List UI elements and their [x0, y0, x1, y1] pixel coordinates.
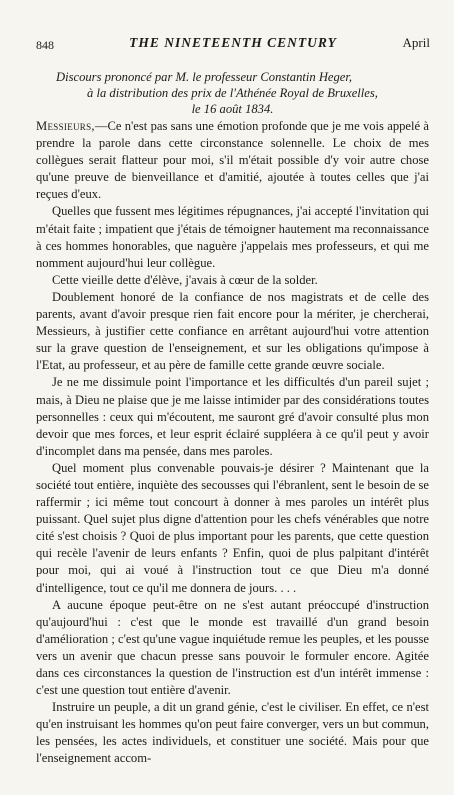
paragraph-text: —Ce n'est pas sans une émotion profonde que je me vois appelé à prendre la parole dans cette circonstance solennelle. Le choix de mes collègues serait flatteur pour moi, s'il m'était possible d'y voir autre chose qu'une preuve de bienveillance et d'amitié, ajoutée à toutes celles que j'ai reçues d'eux. — [36, 119, 429, 202]
salutation: Messieurs, — [36, 119, 95, 133]
paragraph: Quel moment plus convenable pouvais-je désirer ? Maintenant que la société tout entière, inquiète des secousses qui l'ébranlent, sent le besoin de se raffermir ; ici même tout concourt à donner à mes paroles un intérêt plus puissant. Quel sujet plus digne d'attention pour les chefs vénérables que notre cité s'est choisis ? Quoi de plus important pour les parents, que cette question qui recèle l'avenir de leurs enfants ? Enfin, quoi de plus palpitant d'intérêt pour moi, qui ai voué à l'instruction tout ce que Dieu m'a donné d'intelligence, tout ce qu'il me donnera de jours. . . . — [36, 460, 429, 595]
running-head — [36, 35, 430, 53]
page-number: 848 — [36, 38, 54, 52]
issue-month: April — [402, 35, 430, 50]
paragraph: A aucune époque peut-être on ne s'est autant préoccupé d'instruction qu'aujourd'hui : c'est que le monde est travaillé d'un grand besoin d'amélioration ; c'est qu'une vague inquiétude remue les peuples, et les pousse vers un avenir que chacun presse sans pouvoir le formuler encore. Agitée dans ces circonstances la question de l'instruction est d'un intérêt immense : c'est une question tout entière d'avenir. — [36, 597, 429, 698]
speech-body — [36, 118, 429, 768]
heading-line-3: le 16 août 1834. — [191, 102, 274, 116]
paragraph: Cette vieille dette d'élève, j'avais à cœur de la solder. — [52, 272, 318, 287]
speech-heading — [36, 69, 429, 117]
paragraph: Doublement honoré de la confiance de nos magistrats et de celle des parents, avant d'avoir presque rien fait encore pour la mériter, je chercherai, Messieurs, à justifier cette confiance en arrêtant aujourd'hui votre attention sur la grave question de l'enseignement, et sur les obligations qu'impose à l'Etat, au professeur, et au père de famille cette grande œuvre sociale. — [36, 289, 429, 373]
heading-line-2: à la distribution des prix de l'Athénée Royal de Bruxelles, — [87, 86, 378, 100]
paragraph: Quelles que fussent mes légitimes répugnances, j'ai accepté l'invitation qui m'était faite ; impatient que j'étais de témoigner hautement ma reconnaissance à ces hommes honorables, que naguère j'appelais mes professeurs, et qui me nomment aujourd'hui leur collègue. — [36, 204, 429, 270]
paragraph: Je ne me dissimule point l'importance et les difficultés d'un pareil sujet ; mais, à Dieu ne plaise que je me laisse intimider par des considérations toutes personnelles : ceux qui m'écoutent, me sauront gré d'avoir consulté plus mon devoir que mes forces, et leur esprit éclairé suppléera à ce qu'il peut y avoir d'incomplet dans ma pensée, dans mes paroles. — [36, 375, 429, 458]
paragraph: Instruire un peuple, a dit un grand génie, c'est le civiliser. En effet, ce n'est qu'en instruisant les hommes qu'on peut faire converger, vers un but commun, les pensées, les actes individuels, et constituer une société. Mais pour que l'enseignement accom- — [36, 700, 429, 766]
journal-title: THE NINETEENTH CENTURY — [129, 35, 337, 50]
paragraph — [36, 118, 429, 203]
heading-line-1: Discours prononcé par M. le professeur Constantin Heger, — [56, 70, 353, 84]
